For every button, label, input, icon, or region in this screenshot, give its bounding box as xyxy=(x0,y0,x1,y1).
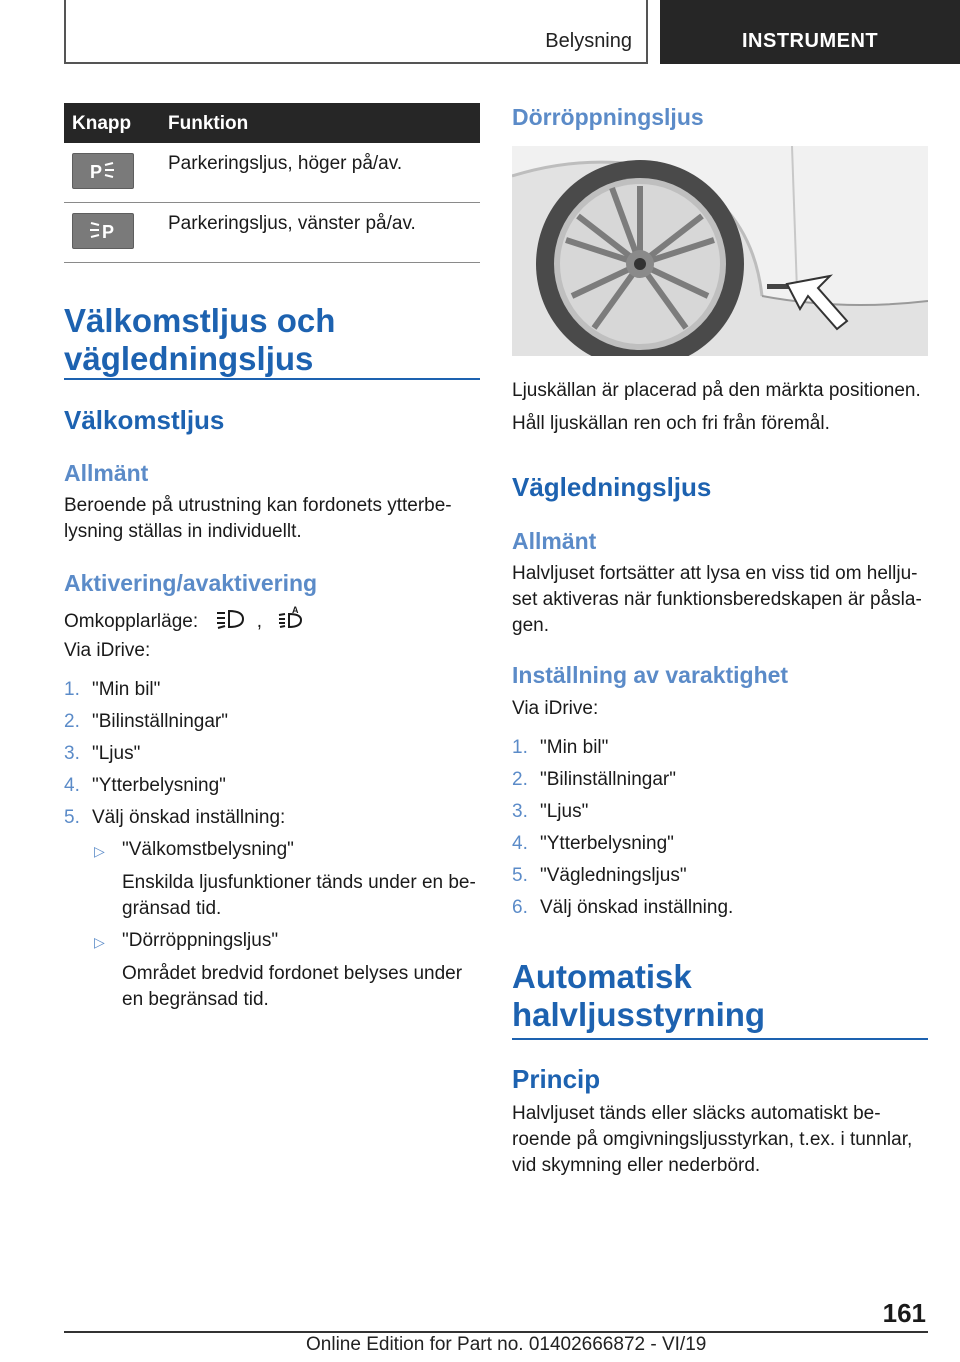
text-line: Halvljuset fortsätter att lysa en viss tid om hellju- xyxy=(512,563,918,584)
sub-option-title: "Välkomstbelysning" xyxy=(122,839,294,860)
table-row xyxy=(64,143,480,203)
text-line: vid skymning eller nederbörd. xyxy=(512,1155,761,1176)
paragraph-principle xyxy=(512,1101,912,1179)
step-text: Välj önskad inställning. xyxy=(540,897,734,918)
text-line: set aktiveras när funktionsberedskapen är påsla- xyxy=(512,589,922,610)
text-line: gränsad tid. xyxy=(122,898,222,919)
step-text: Välj önskad inställning: xyxy=(92,807,286,828)
text-line: Enskilda ljusfunktioner tänds under en be- xyxy=(122,872,476,893)
footer-rule xyxy=(64,1331,928,1333)
sub-option-description xyxy=(122,961,462,1013)
heading-rule xyxy=(512,1038,928,1040)
step-number: 4. xyxy=(512,833,528,854)
header-section-box xyxy=(64,0,648,64)
table-cell-function: Parkeringsljus, höger på/av. xyxy=(168,153,403,174)
switch-separator: , xyxy=(256,611,262,632)
step-text: "Ljus" xyxy=(540,801,589,822)
svg-text:P: P xyxy=(90,162,103,182)
heading-welcome-light: Välkomstljus xyxy=(64,405,225,435)
paragraph-light-source-position: Ljuskällan är placerad på den märkta positionen. xyxy=(512,380,921,401)
heading-line: halvljusstyrning xyxy=(512,996,766,1033)
heading-guide-light: Vägledningsljus xyxy=(512,472,712,502)
paragraph-keep-clean: Håll ljuskällan ren och fri från föremål. xyxy=(512,413,830,434)
step-text: "Ljus" xyxy=(92,743,141,764)
subheading-activation: Aktivering/avaktivering xyxy=(64,570,318,596)
text-line: roende på omgivningsljusstyrkan, t.ex. i tunnlar, xyxy=(512,1129,913,1150)
step-text: "Bilinställningar" xyxy=(540,769,676,790)
parking-light-right-icon xyxy=(72,153,134,189)
step-text: "Min bil" xyxy=(540,737,609,758)
table-header-button: Knapp xyxy=(72,113,132,134)
step-text: "Vägledningsljus" xyxy=(540,865,687,886)
text-line: Halvljuset tänds eller släcks automatiskt be- xyxy=(512,1103,881,1124)
heading-rule xyxy=(64,378,480,380)
text-line: Beroende på utrustning kan fordonets ytterbe- xyxy=(64,495,452,516)
paragraph-low-beam-continues xyxy=(512,561,922,639)
triangle-bullet-icon: ▷ xyxy=(94,934,105,950)
sub-option-title: "Dörröppningsljus" xyxy=(122,930,279,951)
step-number: 2. xyxy=(64,711,80,732)
subheading-general: Allmänt xyxy=(64,460,149,486)
subheading-general: Allmänt xyxy=(512,528,597,554)
svg-text:A: A xyxy=(292,606,299,615)
section-title: Belysning xyxy=(545,30,632,52)
heading-line: Välkomstljus och xyxy=(64,302,336,339)
via-idrive-label: Via iDrive: xyxy=(64,640,151,661)
low-beam-icon xyxy=(215,608,245,630)
button-function-table xyxy=(64,103,480,263)
text-line: en begränsad tid. xyxy=(122,989,269,1010)
paragraph-equipment xyxy=(64,493,452,545)
step-number: 5. xyxy=(64,807,80,828)
step-number: 4. xyxy=(64,775,80,796)
table-header-function: Funktion xyxy=(168,113,249,134)
sub-option-description xyxy=(122,870,476,922)
step-text: "Min bil" xyxy=(92,679,161,700)
step-text: "Ytterbelysning" xyxy=(540,833,674,854)
step-number: 3. xyxy=(64,743,80,764)
table-cell-function: Parkeringsljus, vänster på/av. xyxy=(168,213,416,234)
subheading-duration-setting: Inställning av varaktighet xyxy=(512,662,789,688)
step-number: 1. xyxy=(512,737,528,758)
step-text: "Ytterbelysning" xyxy=(92,775,226,796)
text-line: lysning ställas in individuellt. xyxy=(64,521,302,542)
switch-position-line xyxy=(64,606,303,635)
heading-welcome-guide-light xyxy=(64,302,335,378)
chapter-title: INSTRUMENT xyxy=(742,30,879,52)
step-number: 2. xyxy=(512,769,528,790)
footer-edition: Online Edition for Part no. 01402666872 - VI/19 xyxy=(306,1334,707,1355)
step-number: 5. xyxy=(512,865,528,886)
step-number: 1. xyxy=(64,679,80,700)
text-line: Området bredvid fordonet belyses under xyxy=(122,963,463,984)
heading-principle: Princip xyxy=(512,1064,601,1094)
step-number: 3. xyxy=(512,801,528,822)
subheading-door-opening-light: Dörröppningsljus xyxy=(512,104,704,130)
heading-auto-low-beam xyxy=(512,958,765,1034)
step-number: 6. xyxy=(512,897,528,918)
table-row xyxy=(64,203,480,263)
auto-light-icon xyxy=(277,606,303,630)
header-chapter-box xyxy=(660,0,960,64)
parking-light-left-icon xyxy=(72,213,134,249)
text-line: gen. xyxy=(512,615,549,636)
car-wheel-illustration xyxy=(512,146,928,356)
triangle-bullet-icon: ▷ xyxy=(94,843,105,859)
step-text: "Bilinställningar" xyxy=(92,711,228,732)
heading-line: Automatisk xyxy=(512,958,692,995)
heading-line: vägledningsljus xyxy=(64,340,314,377)
switch-position-label: Omkopplarläge: xyxy=(64,611,199,632)
table-header xyxy=(64,103,480,143)
via-idrive-label: Via iDrive: xyxy=(512,698,599,719)
page-number: 161 xyxy=(882,1298,926,1328)
svg-text:P: P xyxy=(102,222,115,242)
